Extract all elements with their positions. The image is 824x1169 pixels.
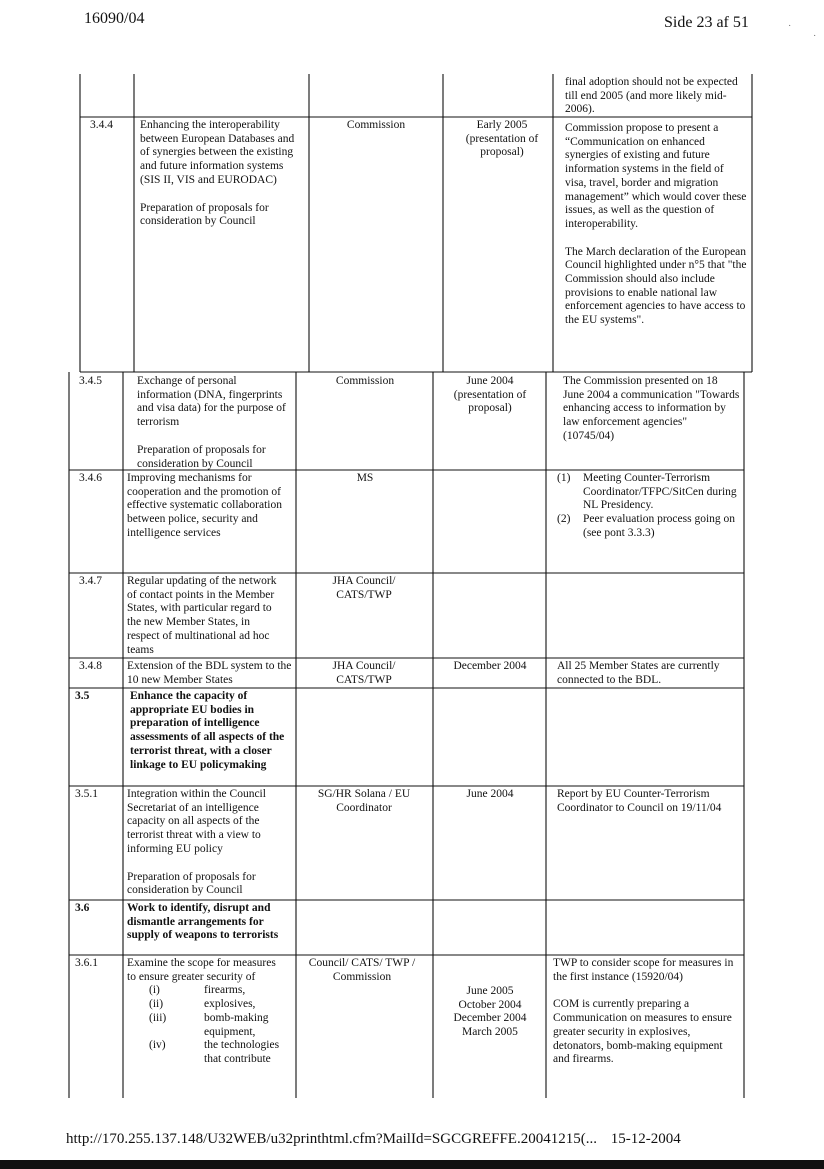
deadline-cell: June 2004 (presentation of proposal) xyxy=(453,375,527,415)
section-heading xyxy=(130,690,286,772)
scan-edge-bar xyxy=(0,1160,824,1169)
scan-mark: ˙ xyxy=(813,34,817,45)
item-number: 3.4.8 xyxy=(79,660,102,672)
page-number: Side 23 af 51 xyxy=(664,14,749,31)
status-list xyxy=(557,472,741,541)
status-text: The March declaration of the European Council highlighted under n°5 that "the Commission should also include provisions to enable national law enforcement agencies to have access to the EU systems". xyxy=(565,245,747,327)
print-footer xyxy=(66,1131,681,1148)
list-text: Peer evaluation process going on (see pont 3.3.3) xyxy=(583,513,736,539)
status-cell xyxy=(557,472,741,541)
list-item xyxy=(127,1039,282,1066)
footer-date: 15-12-2004 xyxy=(610,1131,681,1147)
status-cell xyxy=(557,660,743,687)
task-text: Preparation of proposals for consideration by Council xyxy=(127,870,256,897)
status-text: All 25 Member States are currently connected to the BDL. xyxy=(557,660,720,686)
task-text: Preparation of proposals for consideration by Council xyxy=(140,201,269,228)
deadline-text: June 2005 xyxy=(466,985,514,997)
list-text: bomb-making equipment, xyxy=(204,1011,269,1038)
item-number: 3.6.1 xyxy=(75,957,98,969)
task-text: Enhancing the interoperability between European Databases and of synergies between the existing and future information systems (SIS II, VIS and EURODAC) xyxy=(140,119,295,186)
section-number: 3.5 xyxy=(75,690,90,702)
list-number: (iv) xyxy=(149,1039,166,1052)
status-cell xyxy=(563,375,741,444)
task-cell xyxy=(140,119,304,229)
status-text: COM is currently preparing a Communication on measures to ensure greater security in explosives, detonators, bomb-making equipment and firearms. xyxy=(553,998,732,1066)
deadline-text: December 2004 xyxy=(453,1012,527,1025)
deadline-cell: Early 2005 (presentation of proposal) xyxy=(465,119,539,159)
task-text: Extension of the BDL system to the 10 new Member States xyxy=(127,660,292,686)
deadline-cell xyxy=(436,985,544,1040)
status-text: The Commission presented on 18 June 2004 a communication "Towards enhancing access to information by law enforcement agencies" (10745/04) xyxy=(563,375,740,442)
list-number: (i) xyxy=(149,984,160,997)
item-number: 3.5.1 xyxy=(75,788,98,800)
list-text: firearms, xyxy=(204,984,246,997)
list-number: (iii) xyxy=(149,1011,167,1024)
responsible-cell: JHA Council/ CATS/TWP xyxy=(332,575,396,601)
list-item xyxy=(557,472,741,513)
deadline-text: March 2005 xyxy=(462,1026,518,1039)
list-text: Meeting Counter-Terrorism Coordinator/TFPC/SitCen during NL Presidency. xyxy=(583,472,737,512)
task-cell xyxy=(127,788,293,898)
status-cell xyxy=(557,788,743,815)
responsible-cell: JHA Council/ CATS/TWP xyxy=(332,660,396,686)
task-text: Regular updating of the network of contact points in the Member States, with particular regard to the new Member States, in respect of multinational ad hoc teams xyxy=(127,575,277,656)
task-text: Improving mechanisms for cooperation and the promotion of effective systematic collaboration between police, security and intelligence services xyxy=(127,472,282,539)
status-cell xyxy=(565,122,747,328)
item-number: 3.4.5 xyxy=(79,375,102,387)
status-text: Commission propose to present a “Communication on enhanced synergies of existing and future information systems in the field of visa, travel, border and migration management” which would cover these issues, as well as the question of interoperability. xyxy=(565,122,747,230)
list-item xyxy=(127,998,282,1012)
task-text: Exchange of personal information (DNA, fingerprints and visa data) for the purpose of terrorism xyxy=(137,375,286,429)
status-cell xyxy=(565,76,747,117)
deadline-cell: June 2004 xyxy=(466,788,514,800)
list-number: (1) xyxy=(557,472,571,484)
item-number: 3.4.6 xyxy=(79,472,102,484)
responsible-cell: Commission xyxy=(335,375,395,387)
responsible-cell: SG/HR Solana / EU Coordinator xyxy=(317,788,411,814)
list-text: explosives, xyxy=(204,998,256,1011)
section-heading xyxy=(127,902,287,943)
list-item xyxy=(127,984,282,998)
list-item xyxy=(557,513,741,540)
task-cell xyxy=(127,472,293,541)
task-cell xyxy=(127,660,293,687)
section-heading-text: Work to identify, disrupt and dismantle arrangements for supply of weapons to terrorists xyxy=(127,902,279,942)
task-cell xyxy=(127,575,283,657)
deadline-text: October 2004 xyxy=(458,998,522,1011)
list-text: the technologies that contribute xyxy=(204,1039,280,1065)
task-text: Examine the scope for measures to ensure greater security of xyxy=(127,957,276,983)
task-list xyxy=(127,984,282,1066)
responsible-cell: Commission xyxy=(346,119,406,131)
item-number: 3.4.4 xyxy=(90,119,113,131)
status-text: final adoption should not be expected till end 2005 (and more likely mid-2006). xyxy=(565,76,738,116)
task-text: Preparation of proposals for consideration by Council xyxy=(137,443,266,470)
list-number: (ii) xyxy=(149,998,164,1011)
task-text: Integration within the Council Secretariat of an intelligence capacity on all aspects of the terrorist threat with a view to informing EU policy xyxy=(127,788,266,855)
status-text: Report by EU Counter-Terrorism Coordinator to Council on 19/11/04 xyxy=(557,788,722,814)
document-reference: 16090/04 xyxy=(84,10,145,27)
item-number: 3.4.7 xyxy=(79,575,102,587)
responsible-cell: MS xyxy=(356,472,374,484)
scan-mark: ˙ xyxy=(788,24,792,35)
status-text: TWP to consider scope for measures in the first instance (15920/04) xyxy=(553,957,734,983)
task-cell xyxy=(137,375,287,471)
section-heading-text: Enhance the capacity of appropriate EU bodies in preparation of intelligence assessments of all aspects of the terrorist threat, with a closer linkage to EU policymaking xyxy=(130,690,285,771)
task-cell xyxy=(127,957,282,1067)
responsible-cell: Council/ CATS/ TWP / Commission xyxy=(308,957,416,983)
list-item xyxy=(127,1012,282,1039)
list-number: (2) xyxy=(557,513,571,526)
deadline-cell: December 2004 xyxy=(453,660,527,672)
footer-url: http://170.255.137.148/U32WEB/u32printhtml.cfm?MailId=SGCGREFFE.20041215(... xyxy=(66,1131,597,1147)
section-number: 3.6 xyxy=(75,902,90,914)
status-cell xyxy=(553,957,739,1067)
